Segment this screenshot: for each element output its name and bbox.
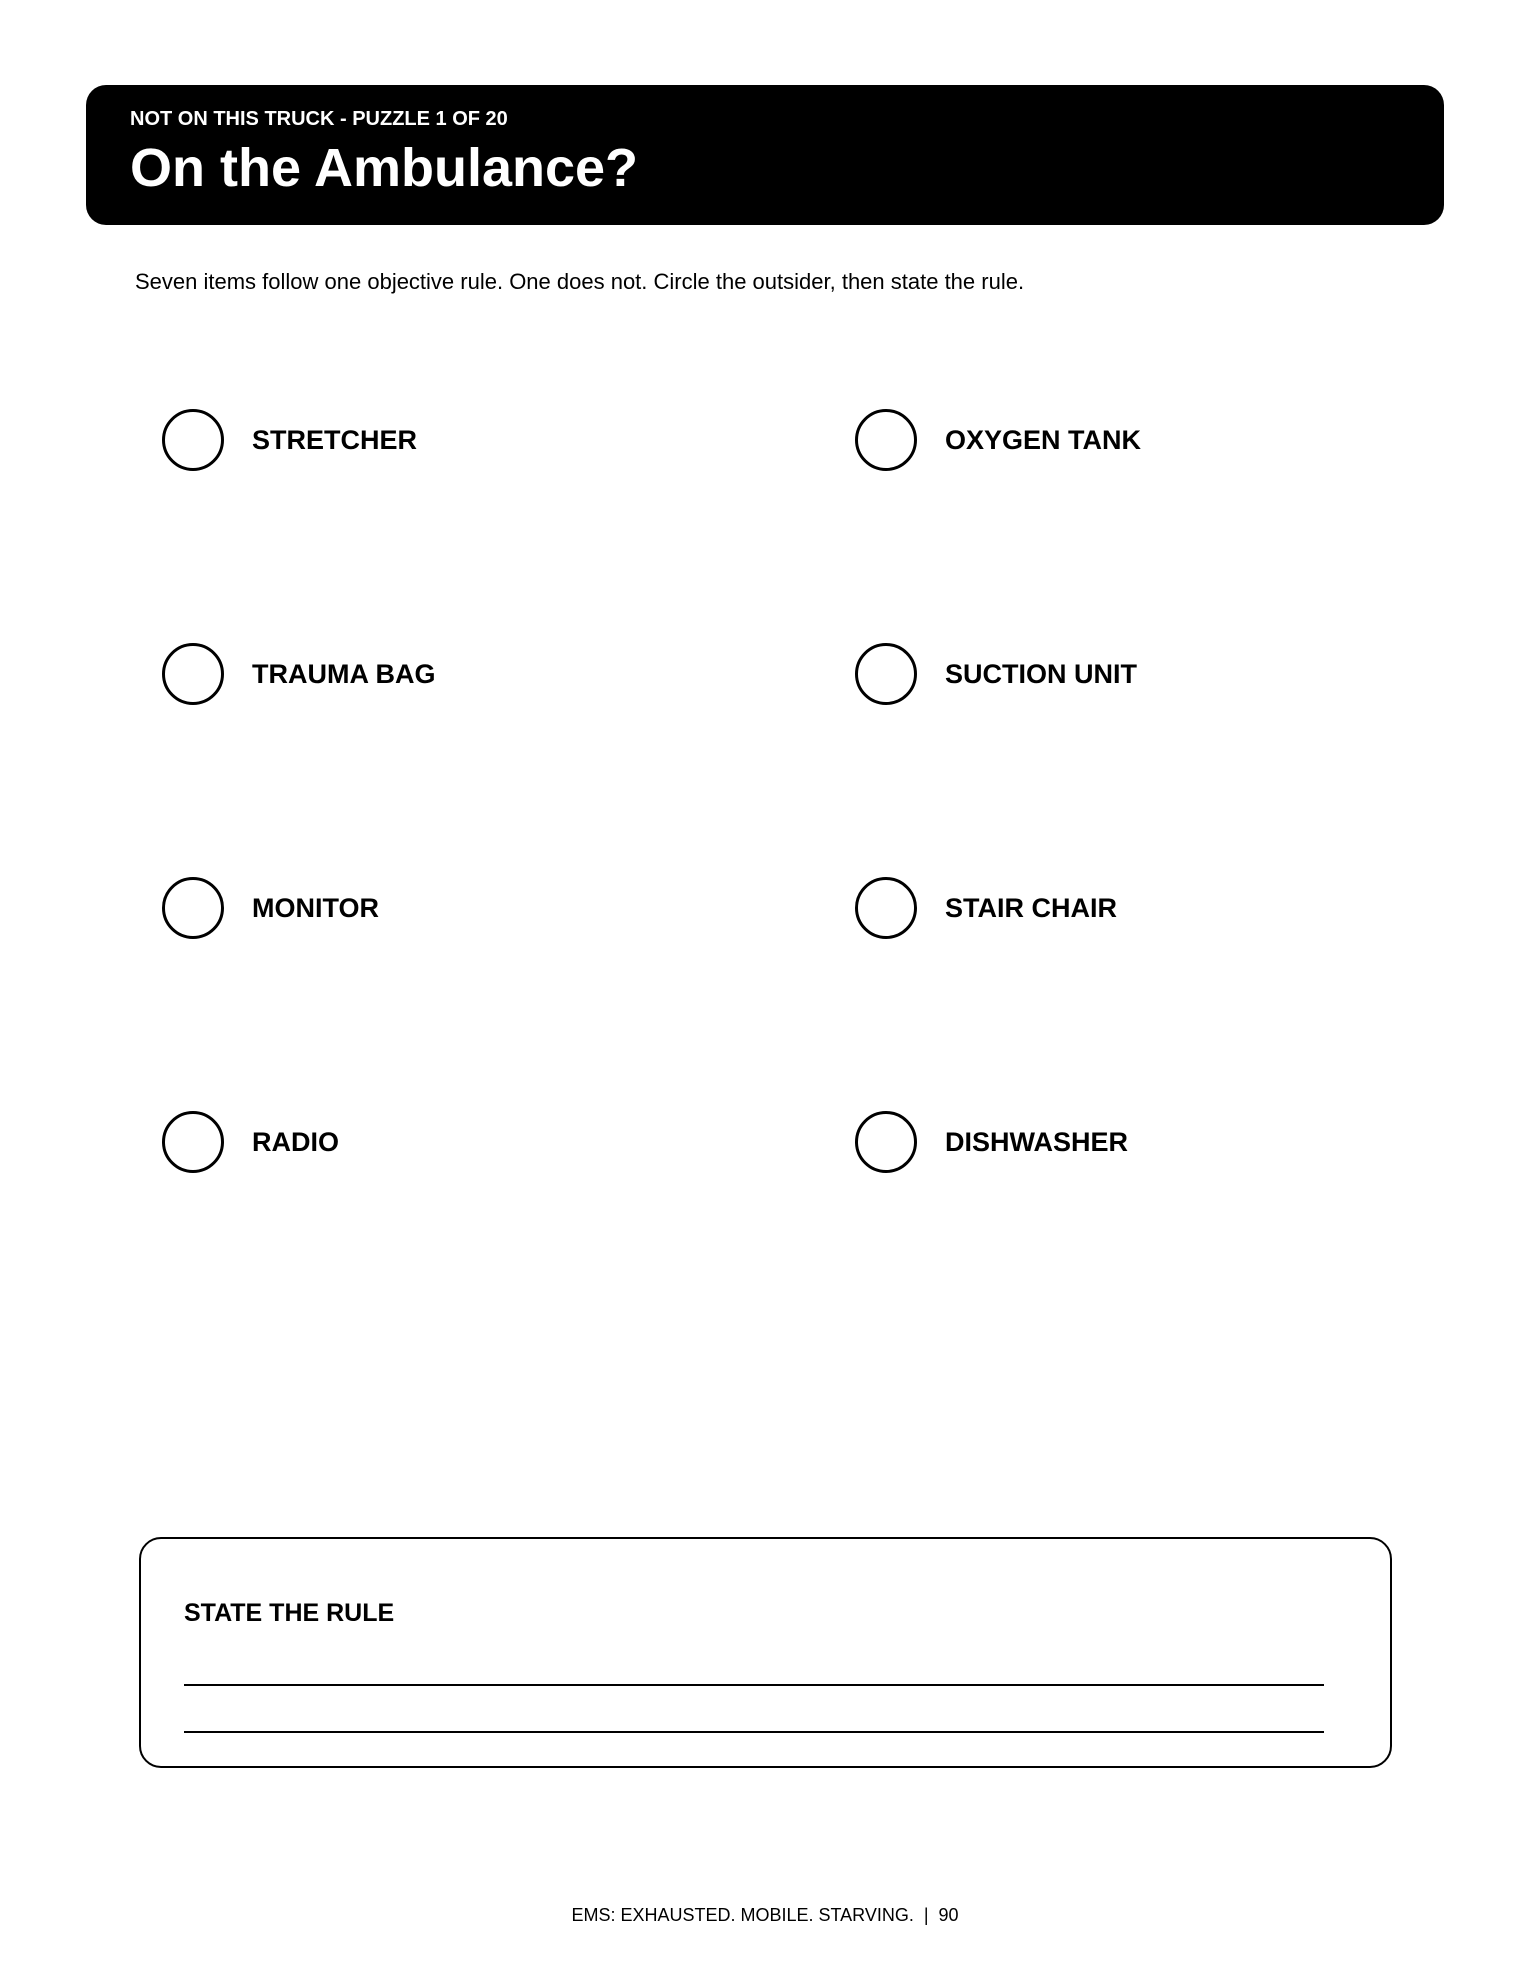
answer-circle[interactable] [855, 409, 917, 471]
answer-circle[interactable] [162, 1111, 224, 1173]
header-banner [86, 85, 1444, 225]
option-item [162, 873, 379, 943]
puzzle-kicker: NOT ON THIS TRUCK - PUZZLE 1 OF 20 [130, 108, 508, 130]
option-label: DISHWASHER [945, 1126, 1129, 1157]
page-title: On the Ambulance? [130, 138, 639, 198]
option-label: TRAUMA BAG [252, 658, 436, 689]
option-label: SUCTION UNIT [945, 658, 1137, 689]
option-label: OXYGEN TANK [945, 424, 1142, 455]
answer-line[interactable] [184, 1731, 1324, 1733]
instructions-text: Seven items follow one objective rule. One does not. Circle the outsider, then state the rule. [135, 269, 1025, 294]
option-item [855, 873, 1117, 943]
option-item [162, 1107, 339, 1177]
option-item [855, 405, 1141, 475]
option-item [855, 639, 1137, 709]
answer-line[interactable] [184, 1684, 1324, 1686]
answer-circle[interactable] [855, 1111, 917, 1173]
answer-circle[interactable] [855, 877, 917, 939]
answer-circle[interactable] [162, 877, 224, 939]
page-footer: EMS: EXHAUSTED. MOBILE. STARVING. | 90 [571, 1905, 959, 1925]
option-item [162, 639, 435, 709]
state-the-rule-box [139, 1537, 1392, 1768]
answer-circle[interactable] [855, 643, 917, 705]
option-item [855, 1107, 1128, 1177]
option-label: STAIR CHAIR [945, 892, 1117, 923]
option-label: RADIO [252, 1126, 339, 1157]
option-label: STRETCHER [252, 424, 418, 455]
option-label: MONITOR [252, 892, 379, 923]
answer-circle[interactable] [162, 643, 224, 705]
answer-circle[interactable] [162, 409, 224, 471]
rule-box-title: STATE THE RULE [184, 1599, 395, 1627]
option-item [162, 405, 417, 475]
